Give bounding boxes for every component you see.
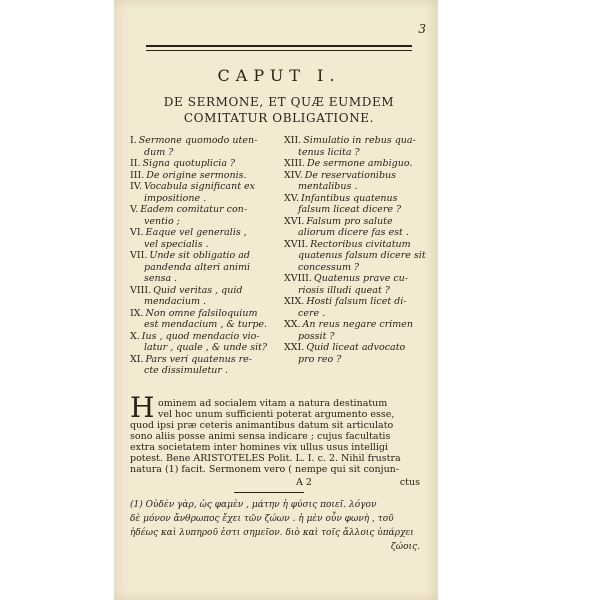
toc-item bbox=[284, 331, 429, 343]
toc-item-text: Non omne falsiloquium bbox=[145, 307, 258, 319]
toc-item-text: Unde sit obligatio ad bbox=[149, 250, 250, 261]
body-line: quod ipsi præ ceteris animantibus datum sit articulato bbox=[130, 420, 394, 431]
toc-item bbox=[130, 170, 280, 182]
toc-item bbox=[284, 354, 429, 366]
toc-item bbox=[284, 204, 429, 216]
toc-item bbox=[130, 308, 280, 320]
toc-item-number: IX. bbox=[130, 307, 144, 319]
toc-item bbox=[130, 181, 280, 193]
toc-item-number: XI. bbox=[130, 353, 144, 365]
toc-item-text: aliorum dicere fas est . bbox=[298, 227, 409, 238]
toc-item-number: XIII. bbox=[284, 158, 306, 169]
toc-left-column bbox=[130, 135, 280, 377]
toc-item bbox=[284, 147, 429, 159]
toc-item-text: De origine sermonis. bbox=[146, 169, 247, 181]
toc-item bbox=[284, 216, 429, 228]
toc-item-text: An reus negare crimen bbox=[302, 319, 414, 330]
catchword: ctus bbox=[399, 477, 420, 488]
toc-item bbox=[284, 227, 429, 239]
toc-item-text: Quatenus prave cu- bbox=[313, 273, 408, 284]
toc-item bbox=[284, 342, 429, 354]
toc-item bbox=[130, 354, 280, 366]
toc-item-text: De reservationibus bbox=[304, 169, 397, 181]
toc-item bbox=[130, 296, 280, 308]
toc-item-text: Falsum pro salute bbox=[306, 215, 393, 227]
toc-item bbox=[284, 262, 429, 274]
toc-item-number: XV. bbox=[284, 192, 299, 204]
book-page bbox=[114, 0, 438, 600]
toc-item bbox=[130, 216, 280, 228]
footnote-line: δὲ μόνον ἄνθρωπος ἔχει τῶν ζώων . ἡ μὲν οὖν φωνὴ , τοῦ bbox=[130, 514, 394, 524]
toc-item-number: V. bbox=[130, 204, 139, 215]
toc-item bbox=[284, 308, 429, 320]
footnote-line: (1) Οὐδὲν γὰρ, ὡς φαμὲν , μάτην ἡ φύσις ποιεῖ. λόγον bbox=[130, 500, 377, 510]
toc-item-number: XVII. bbox=[284, 238, 309, 250]
toc-item bbox=[284, 239, 429, 251]
toc-item-text: possit ? bbox=[298, 330, 335, 342]
toc-item-text: Rectoribus civitatum bbox=[310, 238, 411, 250]
body-line: ominem ad socialem vitam a natura destinatum bbox=[158, 398, 388, 409]
toc-item bbox=[130, 147, 280, 159]
toc-item-text: ventio ; bbox=[144, 215, 180, 227]
toc-item bbox=[130, 365, 280, 377]
toc-item-text: impositione . bbox=[144, 192, 207, 204]
toc-item-text: Eaque vel generalis , bbox=[145, 227, 247, 238]
toc-item bbox=[284, 181, 429, 193]
footnote bbox=[130, 498, 420, 554]
toc-item-text: Hosti falsum licet di- bbox=[306, 296, 407, 307]
drop-initial: H bbox=[130, 391, 155, 424]
signature-mark: A 2 bbox=[296, 477, 312, 488]
toc-item-text: Vocabula significant ex bbox=[143, 181, 256, 192]
toc-item bbox=[284, 193, 429, 205]
toc-item-text: est mendacium , & turpe. bbox=[144, 319, 268, 330]
toc-item-text: cere . bbox=[298, 307, 326, 319]
toc-item-number: VI. bbox=[130, 227, 144, 238]
toc-item-text: Eadem comitatur con- bbox=[140, 204, 247, 215]
toc-item-text: falsum liceat dicere ? bbox=[298, 204, 402, 215]
toc-item bbox=[284, 296, 429, 308]
header-rule-thin bbox=[146, 50, 412, 51]
toc-item bbox=[130, 227, 280, 239]
toc-item bbox=[130, 239, 280, 251]
toc-item-text: concessum ? bbox=[298, 261, 360, 273]
chapter-heading-line-1: DE SERMONE, ET QUÆ EUMDEM bbox=[163, 95, 395, 109]
toc-item-text: Signa quotuplicia ? bbox=[142, 158, 236, 169]
toc-item-text: dum ? bbox=[144, 146, 174, 158]
toc-item bbox=[130, 342, 280, 354]
toc-item bbox=[130, 262, 280, 274]
toc-item-number: VII. bbox=[130, 250, 148, 261]
toc-item-text: riosis illudi queat ? bbox=[298, 284, 390, 296]
toc-item-text: Quid veritas , quid bbox=[153, 284, 243, 296]
header-rule bbox=[146, 45, 412, 47]
toc-item-text: sensa . bbox=[144, 273, 178, 284]
toc-item bbox=[284, 135, 429, 147]
toc-item-text: mentalibus . bbox=[298, 181, 358, 192]
toc-item-text: pandenda alteri animi bbox=[144, 261, 251, 273]
chapter-title: CAPUT I. bbox=[217, 66, 341, 85]
toc-item-number: XXI. bbox=[284, 342, 305, 353]
toc-item bbox=[130, 273, 280, 285]
toc-item-text: Quid liceat advocato bbox=[306, 342, 406, 353]
footnote-line: ζώοις. bbox=[390, 542, 420, 552]
toc-item-text: Infantibus quatenus bbox=[300, 192, 398, 204]
body-line: natura (1) facit. Sermonem vero ( nempe qui sit conjun- bbox=[130, 464, 400, 475]
toc-item bbox=[130, 193, 280, 205]
body-line: sono aliis posse animi sensa indicare ; cujus facultatis bbox=[130, 431, 391, 442]
toc-item-text: Simulatio in rebus qua- bbox=[303, 135, 416, 146]
footnote-rule bbox=[234, 492, 304, 493]
page-number: 3 bbox=[418, 22, 426, 36]
toc-item-text: vel specialis . bbox=[144, 238, 209, 250]
toc-item-text: cte dissimuletur . bbox=[144, 365, 228, 376]
footnote-line: ἡδέως καὶ λυπηροῦ ἐστι σημεῖον. διὸ καὶ τοῖς ἄλλοις ὑπάρχει bbox=[130, 528, 414, 538]
toc-item-text: latur , quale , & unde sit? bbox=[144, 342, 268, 353]
toc-item-number: XIV. bbox=[284, 169, 303, 181]
toc-item-number: II. bbox=[130, 158, 141, 169]
toc-item-text: mendacium . bbox=[144, 296, 207, 307]
toc-item-number: XII. bbox=[284, 135, 302, 146]
toc-right-column bbox=[284, 135, 429, 365]
toc-item bbox=[130, 158, 280, 170]
toc-item-number: XX. bbox=[284, 319, 301, 330]
toc-item-number: IV. bbox=[130, 181, 142, 192]
toc-item-text: pro reo ? bbox=[298, 353, 342, 365]
toc-item bbox=[284, 273, 429, 285]
toc-item bbox=[284, 250, 429, 262]
toc-item-number: I. bbox=[130, 135, 137, 146]
body-paragraph bbox=[130, 391, 420, 475]
toc-item-number: XIX. bbox=[284, 296, 305, 307]
toc-item-number: XVI. bbox=[284, 215, 305, 227]
toc-item bbox=[130, 285, 280, 297]
toc-item-text: Pars veri quatenus re- bbox=[145, 353, 253, 365]
toc-item bbox=[130, 250, 280, 262]
body-line: potest. Bene ARISTOTELES Polit. L. I. c. 2. Nihil frustra bbox=[130, 453, 401, 464]
toc-item-text: Ius , quod mendacio vio- bbox=[141, 330, 260, 342]
toc-item-text: De sermone ambiguo. bbox=[307, 158, 413, 169]
toc-item-text: Sermone quomodo uten- bbox=[138, 135, 258, 146]
toc-item bbox=[130, 319, 280, 331]
toc-item-number: III. bbox=[130, 169, 145, 181]
toc-item-number: X. bbox=[130, 330, 140, 342]
chapter-heading-line-2: COMITATUR OBLIGATIONE. bbox=[183, 111, 375, 125]
toc-item bbox=[130, 135, 280, 147]
toc-item-text: tenus licita ? bbox=[298, 146, 360, 158]
toc-item bbox=[284, 170, 429, 182]
body-line: extra societatem inter homines vix ullus usus intelligi bbox=[130, 442, 389, 453]
toc-item bbox=[284, 319, 429, 331]
toc-item bbox=[284, 158, 429, 170]
toc-item bbox=[130, 204, 280, 216]
toc-item bbox=[284, 285, 429, 297]
toc-item-number: XVIII. bbox=[284, 273, 312, 284]
body-line: vel hoc unum sufficienti poterat argumento esse, bbox=[158, 409, 395, 420]
toc-item-text: quatenus falsum dicere sit bbox=[298, 250, 426, 261]
toc-item-number: VIII. bbox=[130, 284, 152, 296]
toc-item bbox=[130, 331, 280, 343]
